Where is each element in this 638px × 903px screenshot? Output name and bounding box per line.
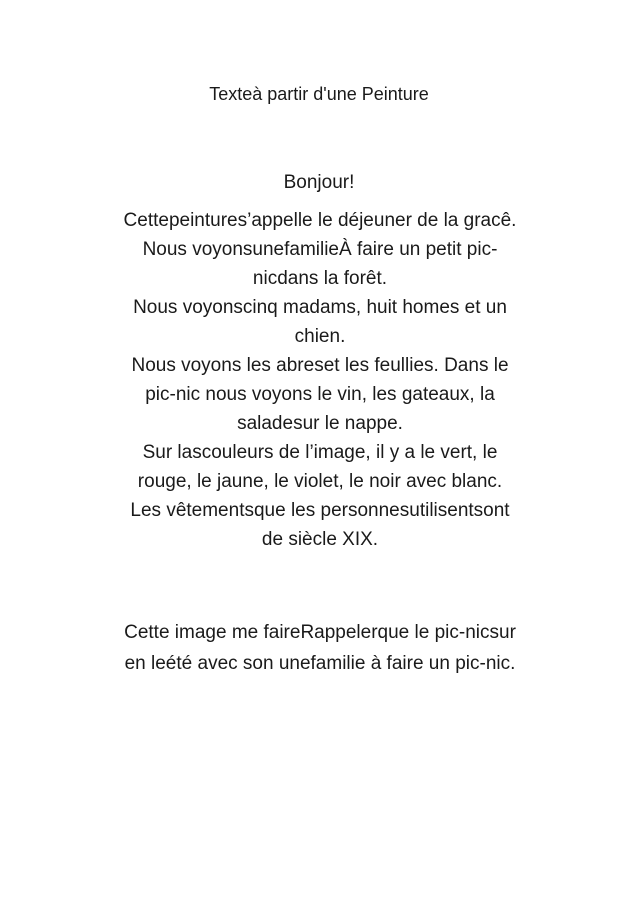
body-line: pic-nic nous voyons le vin, les gateaux, la: [145, 384, 495, 405]
body-line: nicdans la forêt.: [252, 268, 388, 289]
closing-line: en leété avec son unefamilie à faire un pic-nic.: [124, 653, 516, 674]
body-paragraph: [84, 206, 556, 554]
body-line: Les vêtementsque les personnesutilisentsont: [130, 500, 510, 521]
closing-line: Cette image me faireRappelerque le pic-nicsur: [124, 622, 516, 643]
body-line: Nous voyons les abreset les feullies. Dans le: [131, 355, 509, 376]
closing-paragraph: [84, 617, 556, 679]
document-title: Texteà partir d'une Peinture: [209, 84, 429, 104]
body-line: Nous voyonscinq madams, huit homes et un: [133, 297, 507, 318]
body-line: chien.: [294, 326, 346, 347]
greeting-text: Bonjour!: [283, 172, 355, 193]
body-line: saladesur le nappe.: [237, 413, 403, 434]
body-line: Nous voyonsunefamilieÀ faire un petit pic-: [142, 239, 498, 260]
body-line: rouge, le jaune, le violet, le noir avec blanc.: [137, 471, 503, 492]
body-line: Sur lascouleurs de l’image, il y a le vert, le: [142, 442, 498, 463]
body-line: de siècle XIX.: [261, 529, 379, 550]
body-line: Cettepeintures’appelle le déjeuner de la gracê.: [123, 210, 517, 231]
